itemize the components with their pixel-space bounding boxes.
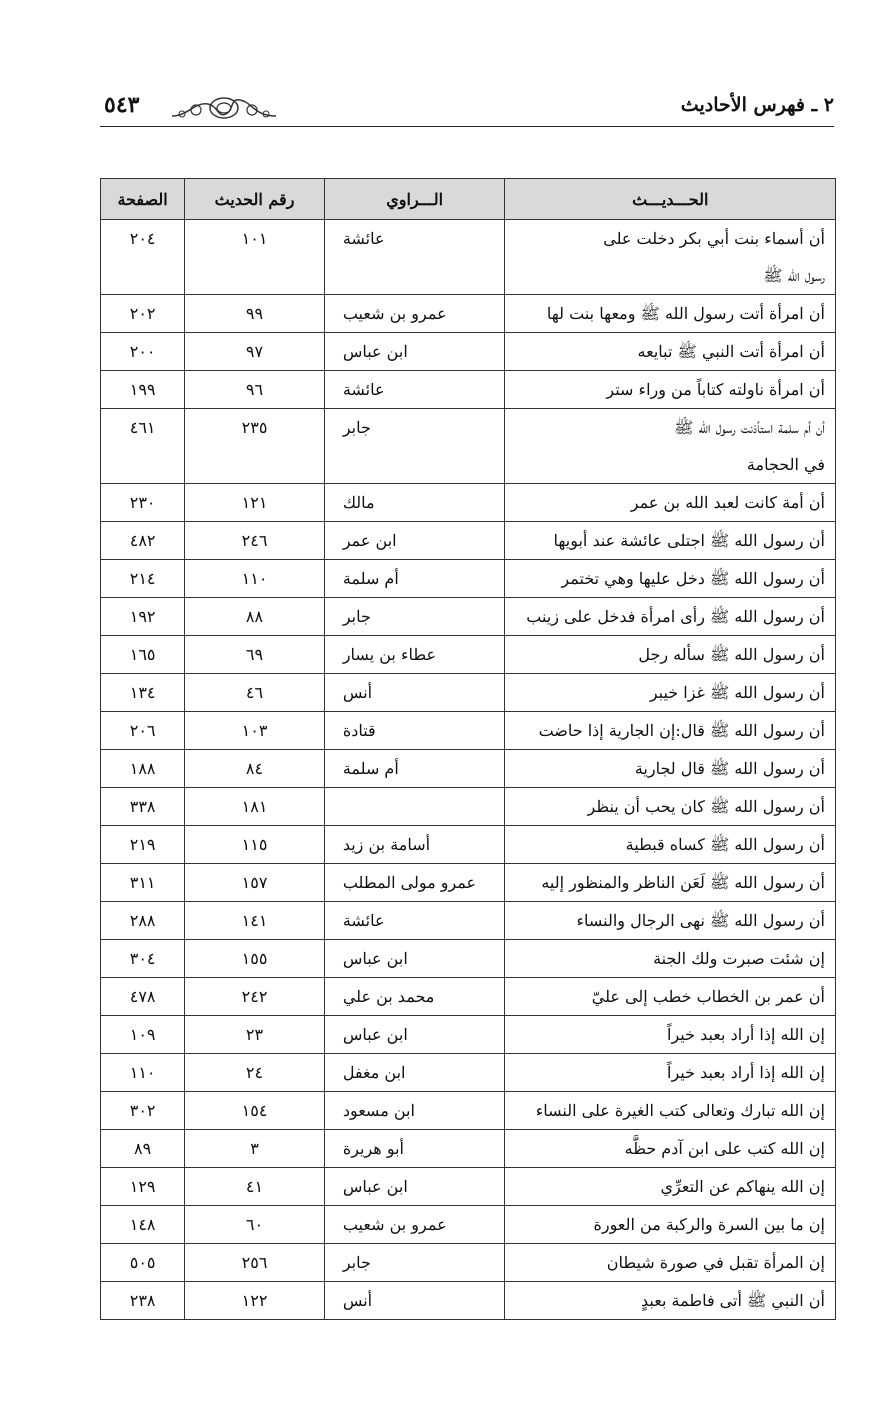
page-cell: ١٩٩ <box>101 371 185 409</box>
table-row <box>101 750 836 788</box>
hadith-number-cell: ١٢٢ <box>185 1282 325 1320</box>
table-row <box>101 1130 836 1168</box>
page-cell: ٢٠٢ <box>101 295 185 333</box>
table-row <box>101 712 836 750</box>
page-cell: ١٩٢ <box>101 598 185 636</box>
hadith-number-cell: ١٠٣ <box>185 712 325 750</box>
hadith-cell <box>505 750 836 788</box>
hadith-number-cell: ٢٤٢ <box>185 978 325 1016</box>
table-row <box>101 1206 836 1244</box>
hadith-cell <box>505 522 836 560</box>
hadith-cell <box>505 371 836 409</box>
page-cell: ٨٩ <box>101 1130 185 1168</box>
rawi-cell: ابن عباس <box>324 1016 505 1054</box>
rawi-cell: أبو هريرة <box>324 1130 505 1168</box>
hadith-number-cell: ١٢١ <box>185 484 325 522</box>
hadith-cell <box>505 484 836 522</box>
hadith-index-table <box>100 178 836 1320</box>
hadith-text: إن شئت صبرت ولك الجنة <box>653 949 825 968</box>
rawi-cell: ابن عمر <box>324 522 505 560</box>
page-cell: ٣٠٢ <box>101 1092 185 1130</box>
hadith-text: أن رسول الله ﷺ نهى الرجال والنساء <box>576 911 825 930</box>
table-row <box>101 1244 836 1282</box>
hadith-text: إن الله كتب على ابن آدم حظَّه <box>624 1139 825 1158</box>
hadith-number-cell: ٨٨ <box>185 598 325 636</box>
table-row <box>101 560 836 598</box>
hadith-number-cell: ١٤١ <box>185 902 325 940</box>
table-row <box>101 1054 836 1092</box>
hadith-text: رسول الله ﷺ <box>763 266 825 285</box>
hadith-cell <box>505 1130 836 1168</box>
hadith-text: أن رسول الله ﷺ كساه قبطية <box>625 835 825 854</box>
table-row <box>101 1282 836 1320</box>
hadith-cell <box>505 333 836 371</box>
col-header-page: الصفحة <box>101 179 185 220</box>
hadith-number-cell: ٨٤ <box>185 750 325 788</box>
hadith-text: أن رسول الله ﷺ لَعَن الناظر والمنظور إليه <box>541 873 825 892</box>
rawi-cell: عائشة <box>324 371 505 409</box>
hadith-text: إن الله ينهاكم عن التعرِّي <box>660 1177 825 1196</box>
rawi-cell: ابن عباس <box>324 940 505 978</box>
hadith-text: أن امرأة أتت رسول الله ﷺ ومعها بنت لها <box>546 304 825 323</box>
hadith-text: أن رسول الله ﷺ قال:إن الجارية إذا حاضت <box>538 721 825 740</box>
hadith-text: أن النبي ﷺ أتى فاطمة بعبدٍ <box>641 1291 825 1310</box>
table-row <box>101 978 836 1016</box>
hadith-text: أن امرأة أتت النبي ﷺ تبايعه <box>637 342 825 361</box>
page-cell: ١٨٨ <box>101 750 185 788</box>
table-row <box>101 522 836 560</box>
hadith-cell <box>505 978 836 1016</box>
hadith-text: أن أمة كانت لعبد الله بن عمر <box>630 493 825 512</box>
rawi-cell: جابر <box>324 598 505 636</box>
header-rule <box>100 126 834 127</box>
hadith-number-cell: ١١٠ <box>185 560 325 598</box>
hadith-number-cell: ١٥٤ <box>185 1092 325 1130</box>
hadith-text: أن عمر بن الخطاب خطب إلى عليّ <box>591 987 825 1006</box>
hadith-cell <box>505 1282 836 1320</box>
page-cell: ١٤٨ <box>101 1206 185 1244</box>
hadith-text: في الحجامة <box>746 455 825 474</box>
rawi-cell: قتادة <box>324 712 505 750</box>
hadith-text: أن رسول الله ﷺ رأى امرأة فدخل على زينب <box>526 607 825 626</box>
hadith-text: أن رسول الله ﷺ سأله رجل <box>638 645 825 664</box>
hadith-number-cell: ٦٠ <box>185 1206 325 1244</box>
hadith-text: أن رسول الله ﷺ كان يحب أن ينظر <box>587 797 825 816</box>
page-number: ٥٤٣ <box>104 92 140 118</box>
hadith-number-cell: ٢٣ <box>185 1016 325 1054</box>
page-cell: ٣٣٨ <box>101 788 185 826</box>
hadith-number-cell: ٢٤٦ <box>185 522 325 560</box>
rawi-cell: جابر <box>324 409 505 484</box>
hadith-text: إن الله إذا أراد بعبد خيراً <box>667 1063 825 1082</box>
page-cell: ١٢٩ <box>101 1168 185 1206</box>
rawi-cell: أنس <box>324 674 505 712</box>
page-cell: ١٠٩ <box>101 1016 185 1054</box>
rawi-cell: أم سلمة <box>324 560 505 598</box>
page-cell: ٢٣٨ <box>101 1282 185 1320</box>
hadith-cell <box>505 1244 836 1282</box>
table-row <box>101 636 836 674</box>
running-title: ٢ ـ فهرس الأحاديث <box>680 94 834 116</box>
table-row <box>101 1016 836 1054</box>
page-cell: ٣١١ <box>101 864 185 902</box>
rawi-cell: ابن مغفل <box>324 1054 505 1092</box>
rawi-cell: عمرو بن شعيب <box>324 295 505 333</box>
hadith-number-cell: ٩٩ <box>185 295 325 333</box>
table-row <box>101 902 836 940</box>
rawi-cell: ابن مسعود <box>324 1092 505 1130</box>
hadith-cell <box>505 1054 836 1092</box>
rawi-cell: عمرو بن شعيب <box>324 1206 505 1244</box>
table-row <box>101 1092 836 1130</box>
hadith-text: أن امرأة ناولته كتاباً من وراء ستر <box>606 380 825 399</box>
hadith-cell <box>505 636 836 674</box>
hadith-text: أن رسول الله ﷺ غزا خيبر <box>649 683 825 702</box>
hadith-cell <box>505 1016 836 1054</box>
rawi-cell: أم سلمة <box>324 750 505 788</box>
hadith-cell <box>505 1206 836 1244</box>
hadith-text: إن الله إذا أراد بعبد خيراً <box>667 1025 825 1044</box>
rawi-cell: عطاء بن يسار <box>324 636 505 674</box>
table-row <box>101 674 836 712</box>
table-row <box>101 333 836 371</box>
page-cell: ١١٠ <box>101 1054 185 1092</box>
hadith-number-cell: ٩٦ <box>185 371 325 409</box>
table-row <box>101 598 836 636</box>
rawi-cell: ابن عباس <box>324 1168 505 1206</box>
table-row <box>101 940 836 978</box>
hadith-text: أن أسماء بنت أبي بكر دخلت على <box>603 229 825 248</box>
page-cell: ٢٠٠ <box>101 333 185 371</box>
col-header-number: رقم الحديث <box>185 179 325 220</box>
table-row <box>101 1168 836 1206</box>
table-row <box>101 220 836 295</box>
hadith-cell <box>505 598 836 636</box>
table-row <box>101 484 836 522</box>
hadith-text: أن رسول الله ﷺ قال لجارية <box>634 759 825 778</box>
rawi-cell: عائشة <box>324 220 505 295</box>
hadith-cell <box>505 864 836 902</box>
hadith-number-cell: ٩٧ <box>185 333 325 371</box>
col-header-hadith: الحـــديـــث <box>505 179 836 220</box>
hadith-number-cell: ١٥٥ <box>185 940 325 978</box>
page-cell: ٤٨٢ <box>101 522 185 560</box>
rawi-cell: عائشة <box>324 902 505 940</box>
page-cell: ٣٠٤ <box>101 940 185 978</box>
rawi-cell: محمد بن علي <box>324 978 505 1016</box>
hadith-number-cell: ٤٦ <box>185 674 325 712</box>
page-cell: ٤٧٨ <box>101 978 185 1016</box>
page-cell: ١٣٤ <box>101 674 185 712</box>
col-header-rawi: الـــراوي <box>324 179 505 220</box>
table-row <box>101 864 836 902</box>
hadith-cell <box>505 1168 836 1206</box>
hadith-cell <box>505 826 836 864</box>
hadith-cell <box>505 295 836 333</box>
rawi-cell: ابن عباس <box>324 333 505 371</box>
page-cell: ١٦٥ <box>101 636 185 674</box>
hadith-number-cell: ٢٣٥ <box>185 409 325 484</box>
rawi-cell: جابر <box>324 1244 505 1282</box>
page-cell: ٢٠٤ <box>101 220 185 295</box>
hadith-number-cell: ٢٤ <box>185 1054 325 1092</box>
table-row <box>101 409 836 484</box>
page-cell: ٢٠٦ <box>101 712 185 750</box>
hadith-number-cell: ٤١ <box>185 1168 325 1206</box>
hadith-text: أن رسول الله ﷺ اجتلى عائشة عند أبويها <box>553 531 825 550</box>
hadith-cell <box>505 220 836 295</box>
hadith-text: إن الله تبارك وتعالى كتب الغيرة على النساء <box>535 1101 825 1120</box>
hadith-text: إن المرأة تقبل في صورة شيطان <box>606 1253 825 1272</box>
hadith-number-cell: ١٨١ <box>185 788 325 826</box>
hadith-number-cell: ٣ <box>185 1130 325 1168</box>
page-cell: ٥٠٥ <box>101 1244 185 1282</box>
hadith-cell <box>505 940 836 978</box>
hadith-cell <box>505 409 836 484</box>
page-cell: ٢١٩ <box>101 826 185 864</box>
hadith-number-cell: ١٥٧ <box>185 864 325 902</box>
table-row <box>101 295 836 333</box>
page-cell: ٢٣٠ <box>101 484 185 522</box>
rawi-cell: أنس <box>324 1282 505 1320</box>
hadith-cell <box>505 674 836 712</box>
hadith-text: إن ما بين السرة والركبة من العورة <box>593 1215 825 1234</box>
table-header-row <box>101 179 836 220</box>
hadith-cell <box>505 1092 836 1130</box>
hadith-number-cell: ١٠١ <box>185 220 325 295</box>
rawi-cell: مالك <box>324 484 505 522</box>
hadith-text: أن رسول الله ﷺ دخل عليها وهي تختمر <box>561 569 825 588</box>
ornament-icon <box>168 90 280 124</box>
hadith-cell <box>505 712 836 750</box>
table-body <box>101 220 836 1320</box>
running-head <box>100 88 834 132</box>
page-cell: ٤٦١ <box>101 409 185 484</box>
table-row <box>101 371 836 409</box>
hadith-cell <box>505 560 836 598</box>
hadith-number-cell: ٦٩ <box>185 636 325 674</box>
hadith-cell <box>505 902 836 940</box>
page-cell: ٢١٤ <box>101 560 185 598</box>
hadith-number-cell: ١١٥ <box>185 826 325 864</box>
hadith-number-cell: ٢٥٦ <box>185 1244 325 1282</box>
hadith-text: أن أم سلمة استأذنت رسول الله ﷺ <box>674 418 825 437</box>
page-cell: ٢٨٨ <box>101 902 185 940</box>
rawi-cell: أسامة بن زيد <box>324 826 505 864</box>
table-row <box>101 788 836 826</box>
rawi-cell: عمرو مولى المطلب <box>324 864 505 902</box>
rawi-cell <box>324 788 505 826</box>
hadith-cell <box>505 788 836 826</box>
table-row <box>101 826 836 864</box>
